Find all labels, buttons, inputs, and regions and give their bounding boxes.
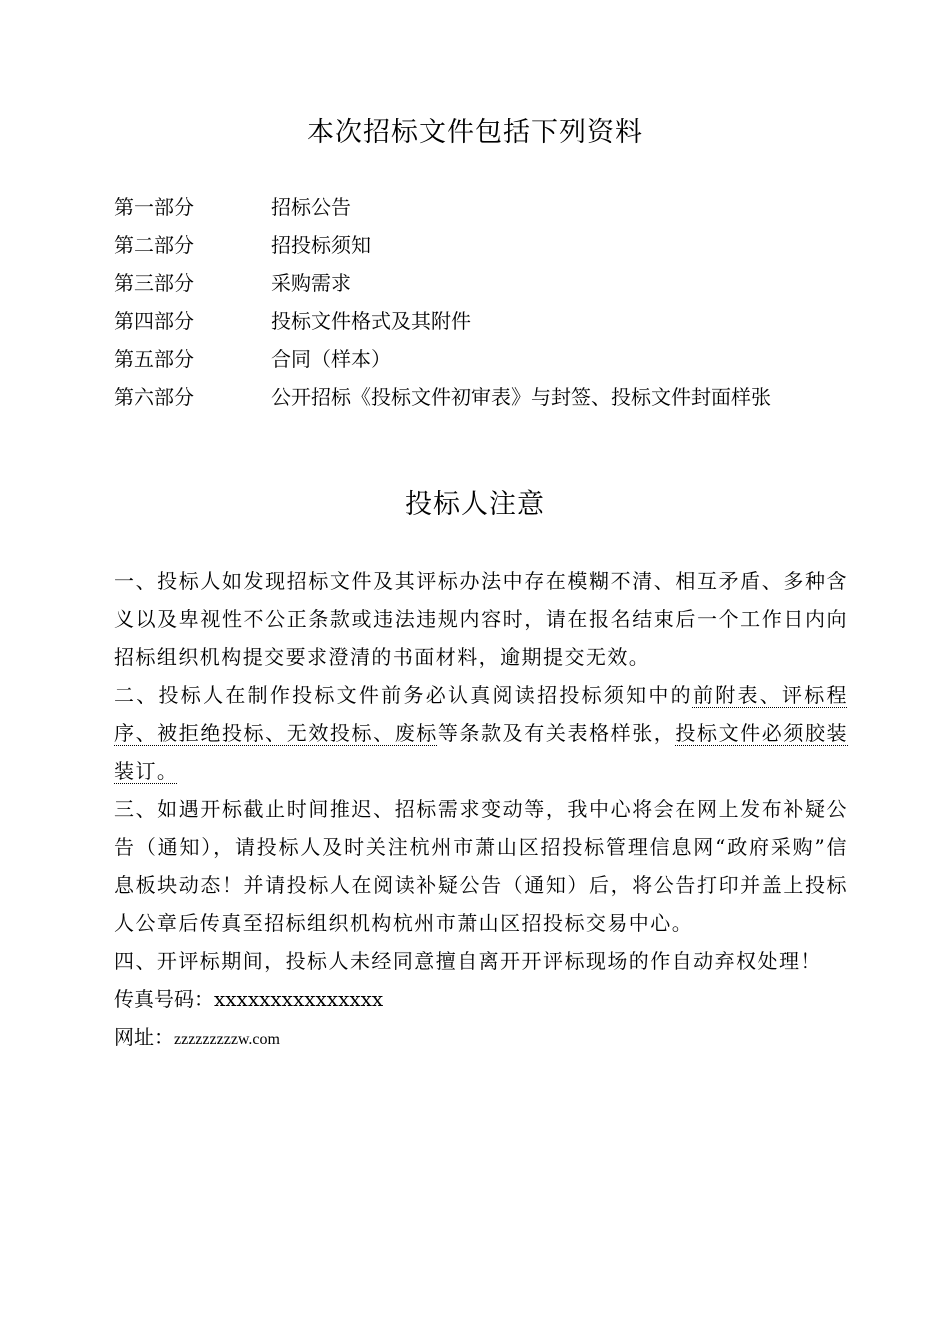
contents-title: 投标文件格式及其附件 bbox=[271, 309, 471, 333]
contents-part: 第一部分 bbox=[114, 195, 194, 219]
contents-part: 第三部分 bbox=[114, 271, 194, 295]
contents-title: 招标公告 bbox=[271, 195, 351, 219]
contents-item bbox=[114, 340, 854, 378]
contents-item bbox=[114, 188, 854, 226]
fax-label: 传真号码： bbox=[114, 987, 214, 1011]
notice-paragraph-1: 一、投标人如发现招标文件及其评标办法中存在模糊不清、相互矛盾、多种含义以及卑视性不公正条款或违法违规内容时，请在报名结束后一个工作日内向招标组织机构提交要求澄清的书面材料，逾期提交无效。 bbox=[114, 569, 848, 669]
contents-part: 第六部分 bbox=[114, 385, 194, 409]
contents-item bbox=[114, 264, 854, 302]
fax-number: xxxxxxxxxxxxxxx bbox=[214, 987, 384, 1011]
contents-title: 采购需求 bbox=[271, 271, 351, 295]
website-line bbox=[114, 1018, 848, 1059]
notice-body bbox=[114, 562, 848, 1059]
notice-text: 二、投标人在制作投标文件前务必认真阅读招投标须知中的 bbox=[114, 683, 693, 707]
notice-text: 等条款及有关表格样张， bbox=[437, 721, 676, 745]
fax-line bbox=[114, 980, 848, 1018]
notice-title: 投标人注意 bbox=[405, 489, 545, 520]
contents-item bbox=[114, 378, 854, 416]
emphasized-clauses: 前附表、评标程序、被拒绝投标、无效投标、废标 bbox=[114, 683, 849, 745]
website-label: 网址： bbox=[114, 1025, 174, 1049]
contents-title: 招投标须知 bbox=[271, 233, 371, 257]
emphasized-binding-requirement: 投标文件必须胶装装订。 bbox=[114, 721, 849, 783]
contents-title: 合同（样本） bbox=[271, 347, 391, 371]
contents-part: 第五部分 bbox=[114, 347, 194, 371]
contents-item bbox=[114, 226, 854, 264]
contents-item bbox=[114, 302, 854, 340]
contents-list bbox=[114, 188, 854, 416]
contents-part: 第四部分 bbox=[114, 309, 194, 333]
contents-title: 公开招标《投标文件初审表》与封签、投标文件封面样张 bbox=[271, 385, 771, 409]
notice-paragraph-3: 三、如遇开标截止时间推迟、招标需求变动等，我中心将会在网上发布补疑公告（通知），请投标人及时关注杭州市萧山区招投标管理信息网“政府采购”信息板块动态！并请投标人在阅读补疑公告（通知）后，将公告打印并盖上投标人公章后传真至招标组织机构杭州市萧山区招投标交易中心。 bbox=[114, 797, 848, 935]
notice-paragraph-2 bbox=[114, 676, 848, 790]
document-title: 本次招标文件包括下列资料 bbox=[307, 117, 643, 148]
notice-paragraph-4: 四、开评标期间，投标人未经同意擅自离开开评标现场的作自动弃权处理！ bbox=[114, 949, 822, 973]
website-url: zzzzzzzzzw.com bbox=[174, 1031, 280, 1048]
contents-part: 第二部分 bbox=[114, 233, 194, 257]
